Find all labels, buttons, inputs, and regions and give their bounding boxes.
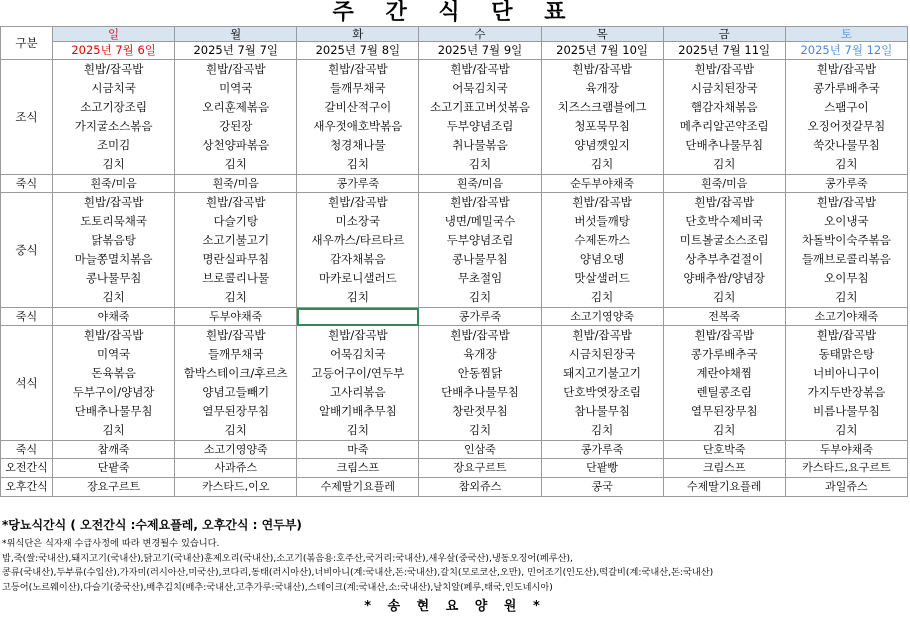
menu-item: 단호박엿장조림 [563,385,641,399]
menu-item: 흰밥/잡곡밥 [572,328,632,342]
breakfast-day-3 [419,60,541,175]
lunch-day-0 [53,193,175,308]
am_snack-row [1,459,908,478]
page-title: 주 간 식 단 표 [332,0,578,25]
juk3-row [1,441,908,459]
menu-item: 브로콜리나물 [202,271,270,285]
menu-item: 콩가루배추국 [690,347,758,361]
menu-item: 양념고들빼기 [202,385,270,399]
juk1-day-2: 콩가루죽 [297,175,419,193]
menu-item: 김치 [713,290,736,304]
menu-item: 흰밥/잡곡밥 [816,195,877,209]
menu-item: 양념깻잎지 [574,138,630,152]
menu-item: 들깨무채국 [207,347,264,361]
breakfast-row [1,60,908,175]
menu-item: 오리훈제볶음 [202,100,270,114]
menu-item: 김치 [835,290,858,304]
juk2-day-0: 야채죽 [53,308,175,326]
dinner-row [1,326,908,441]
day-date-5: 2025년 7월 11일 [663,42,785,60]
diabetic-snack-note: *당뇨식간식 ( 오전간식 :수제요플레, 오후간식 : 연두부) [2,518,302,532]
juk1-day-3: 흰죽/미음 [419,175,541,193]
menu-item: 단배추나물무침 [74,404,153,418]
breakfast-day-6 [785,60,907,175]
menu-item: 김치 [713,423,736,437]
juk1-label: 죽식 [1,175,53,193]
am_snack-day-2: 크림스프 [297,459,419,478]
juk2-day-5: 전복죽 [663,308,785,326]
menu-item: 어묵김치국 [330,347,386,361]
pm_snack-day-0: 장요구르트 [53,478,175,497]
menu-item: 조미김 [96,138,131,152]
menu-item: 차돌박이숙주볶음 [801,233,891,247]
menu-item: 고사리볶음 [330,385,386,399]
day-date-1: 2025년 7월 7일 [175,42,297,60]
menu-item: 들깨브로콜리볶음 [801,252,891,266]
dinner-day-0 [53,326,175,441]
menu-item: 김치 [102,290,125,304]
menu-item: 흰밥/잡곡밥 [694,328,754,342]
menu-item: 소고기장조림 [80,100,147,114]
menu-item: 흰밥/잡곡밥 [572,62,632,76]
origin-note-line: 고등어(노르웨이산),다슬기(중국산),배추김치(배추:국내산,고추가루:국내산),스테이크(계:국내산,소:국내산),날치알(페루,태국,인도네시아) [2,581,553,593]
juk2-day-1: 두부야채죽 [175,308,297,326]
menu-item: 김치 [468,423,492,437]
menu-item: 김치 [468,290,492,304]
day-date-4: 2025년 7월 10일 [541,42,663,60]
menu-item: 명란실파무침 [202,252,270,266]
menu-item: 김치 [346,290,369,304]
menu-item: 흰밥/잡곡밥 [83,195,144,209]
menu-item: 마카로니샐러드 [318,271,397,285]
juk2-day-4: 소고기영양죽 [541,308,663,326]
menu-item: 김치 [835,157,858,171]
menu-item: 안동찜닭 [457,366,503,380]
origin-note-line: *위식단은 식자재 수급사정에 따라 변경될수 있습니다. [2,538,220,549]
menu-item: 단배추나물무침 [441,385,519,399]
pm_snack-day-5: 수제딸기요플레 [663,478,785,497]
menu-item: 메추리알곤약조림 [679,119,769,133]
dinner-day-3 [419,326,541,441]
menu-item: 무초절임 [457,271,503,285]
menu-item: 오징어젓갈무침 [807,119,886,133]
day-name-5: 금 [663,27,785,42]
pm_snack-day-2: 수제딸기요플레 [297,478,419,497]
menu-item: 흰밥/잡곡밥 [328,62,388,76]
menu-item: 상천양파볶음 [202,138,270,152]
menu-item: 맛살샐러드 [574,271,630,285]
day-name-3: 수 [419,27,541,42]
menu-item: 시금치된장국 [568,347,636,361]
menu-item: 버섯들깨탕 [574,214,630,228]
menu-item: 흰밥/잡곡밥 [83,62,144,76]
menu-item: 육개장 [585,81,619,95]
menu-item: 동태맑은탕 [818,347,875,361]
menu-item: 흰밥/잡곡밥 [83,328,144,342]
menu-item: 청경채나물 [330,138,386,152]
menu-item: 콩가루배추국 [813,81,880,95]
menu-item: 콩나물무침 [452,252,508,266]
menu-item: 김치 [346,423,369,437]
pm_snack-day-1: 카스타드,이오 [175,478,297,497]
day-name-1: 월 [175,27,297,42]
menu-item: 시금치된장국 [690,81,758,95]
menu-item: 비름나물무침 [813,404,880,418]
menu-item: 렌틸콩조림 [696,385,752,399]
menu-item: 계란야채찜 [696,366,752,380]
menu-item: 닭볶음탕 [91,233,136,247]
am_snack-label: 오전간식 [1,459,53,478]
menu-item: 도토리묵채국 [80,214,147,228]
day-name-2: 화 [297,27,419,42]
menu-item: 흰밥/잡곡밥 [816,62,877,76]
menu-item: 새우젓애호박볶음 [313,119,403,133]
menu-item: 흰밥/잡곡밥 [206,328,266,342]
menu-item: 돈육볶음 [91,366,136,380]
breakfast-label: 조식 [1,60,53,175]
menu-item: 창란젓무침 [452,404,508,418]
am_snack-day-3: 장요구르트 [419,459,541,478]
am_snack-day-4: 단팥빵 [541,459,663,478]
dinner-day-6 [785,326,907,441]
menu-item: 김치 [102,423,125,437]
juk2-day-6: 소고기야채죽 [785,308,907,326]
breakfast-day-4 [541,60,663,175]
menu-item: 김치 [224,157,247,171]
menu-item: 오이무침 [824,271,869,285]
selected-empty-cell[interactable] [297,308,419,326]
menu-item: 흰밥/잡곡밥 [572,195,632,209]
juk1-day-0: 흰죽/미음 [53,175,175,193]
menu-item: 흰밥/잡곡밥 [450,62,510,76]
breakfast-day-1 [175,60,297,175]
am_snack-day-5: 크림스프 [663,459,785,478]
menu-item: 열무된장무침 [202,404,270,418]
am_snack-day-1: 사과쥬스 [175,459,297,478]
lunch-row [1,193,908,308]
menu-item: 고등어구이/연두부 [311,366,405,380]
menu-item: 다슬기탕 [213,214,258,228]
menu-item: 미트볼굴소스조림 [679,233,769,247]
facility-name: * 송 현 요 양 원 * [364,599,546,614]
lunch-day-4 [541,193,663,308]
menu-item: 단호박수제비국 [685,214,764,228]
breakfast-day-0 [53,60,175,175]
menu-item: 미소장국 [335,214,381,228]
lunch-day-5 [663,193,785,308]
dinner-day-5 [663,326,785,441]
day-name-0: 일 [53,27,175,42]
juk3-day-3: 인삼죽 [419,441,541,459]
juk3-day-4: 콩가루죽 [541,441,663,459]
lunch-day-3 [419,193,541,308]
day-name-6: 토 [785,27,907,42]
juk3-day-2: 마죽 [297,441,419,459]
menu-item: 김치 [224,290,247,304]
origin-note-line: 콩류(국내산),두부류(수입산),가자미(러시아산,미국산),코다리,동태(러시아산),너비아니(계:국내산,돈:국내산),갈치(모로코산,오만), 민어조기(인도산),떡갈비(계:국내산,돈:국내산) [2,567,714,578]
menu-item: 미역국 [96,347,131,361]
juk1-day-6: 콩가루죽 [785,175,907,193]
menu-item: 가지두반장볶음 [807,385,886,399]
menu-item: 햄감자채볶음 [690,100,758,114]
menu-item: 쑥갓나물무침 [813,138,880,152]
am_snack-day-0: 단팥죽 [53,459,175,478]
juk1-row [1,175,908,193]
lunch-day-1 [175,193,297,308]
menu-item: 강된장 [219,119,253,133]
day-date-6: 2025년 7월 12일 [785,42,907,60]
menu-item: 상추부추겉절이 [685,252,764,266]
juk1-day-1: 흰죽/미음 [175,175,297,193]
juk1-day-5: 흰죽/미음 [663,175,785,193]
day-date-2: 2025년 7월 8일 [297,42,419,60]
menu-item: 김치 [591,157,614,171]
menu-item: 시금치국 [91,81,136,95]
menu-item: 흰밥/잡곡밥 [694,62,754,76]
juk3-day-1: 소고기영양죽 [175,441,297,459]
juk3-label: 죽식 [1,441,53,459]
menu-item: 가지굴소스볶음 [74,119,153,133]
menu-item: 김치 [102,157,125,171]
juk3-day-6: 두부야채죽 [785,441,907,459]
menu-item: 김치 [346,157,369,171]
menu-item: 스팸구이 [824,100,869,114]
menu-item: 어묵김치국 [452,81,508,95]
menu-item: 흰밥/잡곡밥 [816,328,877,342]
menu-item: 단배추나물무침 [685,138,764,152]
menu-item: 두부양념조림 [446,119,514,133]
dinner-label: 석식 [1,326,53,441]
menu-item: 김치 [591,423,614,437]
day-name-4: 목 [541,27,663,42]
origin-note-line: 밥,죽(쌀:국내산),돼지고기(국내산),닭고기(국내산)훈제오리(국내산),소고기(볶음용:호주산,국거리:국내산),새우살(중국산),냉동오징어(페루산), [2,552,573,564]
day-date-3: 2025년 7월 9일 [419,42,541,60]
menu-item: 두부구이/양념장 [72,385,155,399]
menu-item: 양배추쌈/양념장 [683,271,766,285]
menu-item: 양념오뎅 [579,252,625,266]
lunch-label: 중식 [1,193,53,308]
am_snack-day-6: 카스타드,요구르트 [785,459,907,478]
menu-item: 김치 [468,157,492,171]
breakfast-day-5 [663,60,785,175]
menu-item: 갈비산적구이 [324,100,392,114]
menu-item: 육개장 [463,347,497,361]
breakfast-day-2 [297,60,419,175]
menu-item: 치즈스크램블에그 [557,100,647,114]
day-date-0: 2025년 7월 6일 [53,42,175,60]
menu-item: 흰밥/잡곡밥 [328,195,388,209]
menu-item: 너비아니구이 [813,366,880,380]
menu-item: 두부양념조림 [446,233,514,247]
menu-item: 참나물무침 [574,404,630,418]
menu-item: 흰밥/잡곡밥 [328,328,388,342]
menu-item: 열무된장무침 [690,404,758,418]
menu-item: 흰밥/잡곡밥 [450,328,510,342]
juk3-day-5: 단호박죽 [663,441,785,459]
pm_snack-day-3: 참외쥬스 [419,478,541,497]
day-header-row [1,27,908,42]
lunch-day-6 [785,193,907,308]
menu-item: 마늘쫑멸치볶음 [74,252,153,266]
juk2-row [1,308,908,326]
menu-item: 소고기불고기 [202,233,270,247]
juk3-day-0: 참깨죽 [53,441,175,459]
menu-item: 김치 [835,423,858,437]
menu-item: 김치 [224,423,247,437]
dinner-day-4 [541,326,663,441]
lunch-day-2 [297,193,419,308]
menu-item: 수제돈까스 [574,233,630,247]
menu-item: 김치 [591,290,614,304]
menu-item: 냉면/메밀국수 [444,214,516,228]
menu-item: 흰밥/잡곡밥 [206,62,266,76]
menu-item: 감자채볶음 [330,252,386,266]
category-header: 구분 [1,27,53,60]
menu-item: 소고기표고버섯볶음 [429,100,530,114]
pm_snack-day-6: 과일쥬스 [785,478,907,497]
menu-item: 흰밥/잡곡밥 [206,195,266,209]
menu-item: 미역국 [219,81,253,95]
juk2-day-3: 콩가루죽 [419,308,541,326]
juk2-label: 죽식 [1,308,53,326]
menu-item: 들깨무채국 [330,81,386,95]
menu-item: 흰밥/잡곡밥 [450,195,510,209]
menu-item: 오이냉국 [824,214,869,228]
menu-item: 취나물볶음 [452,138,508,152]
menu-item: 콩나물무침 [85,271,142,285]
menu-item: 청포묵무침 [574,119,630,133]
menu-item: 함박스테이크/후르츠 [183,366,288,380]
menu-item: 알배기배추무침 [318,404,397,418]
juk1-day-4: 순두부야채죽 [541,175,663,193]
pm_snack-label: 오후간식 [1,478,53,497]
pm_snack-day-4: 콩국 [541,478,663,497]
date-header-row [1,42,908,60]
menu-item: 흰밥/잡곡밥 [694,195,754,209]
dinner-day-1 [175,326,297,441]
dinner-day-2 [297,326,419,441]
pm_snack-row [1,478,908,497]
menu-item: 돼지고기불고기 [563,366,641,380]
menu-item: 김치 [713,157,736,171]
weekly-menu-table [0,26,908,497]
menu-item: 새우까스/타르타르 [311,233,405,247]
